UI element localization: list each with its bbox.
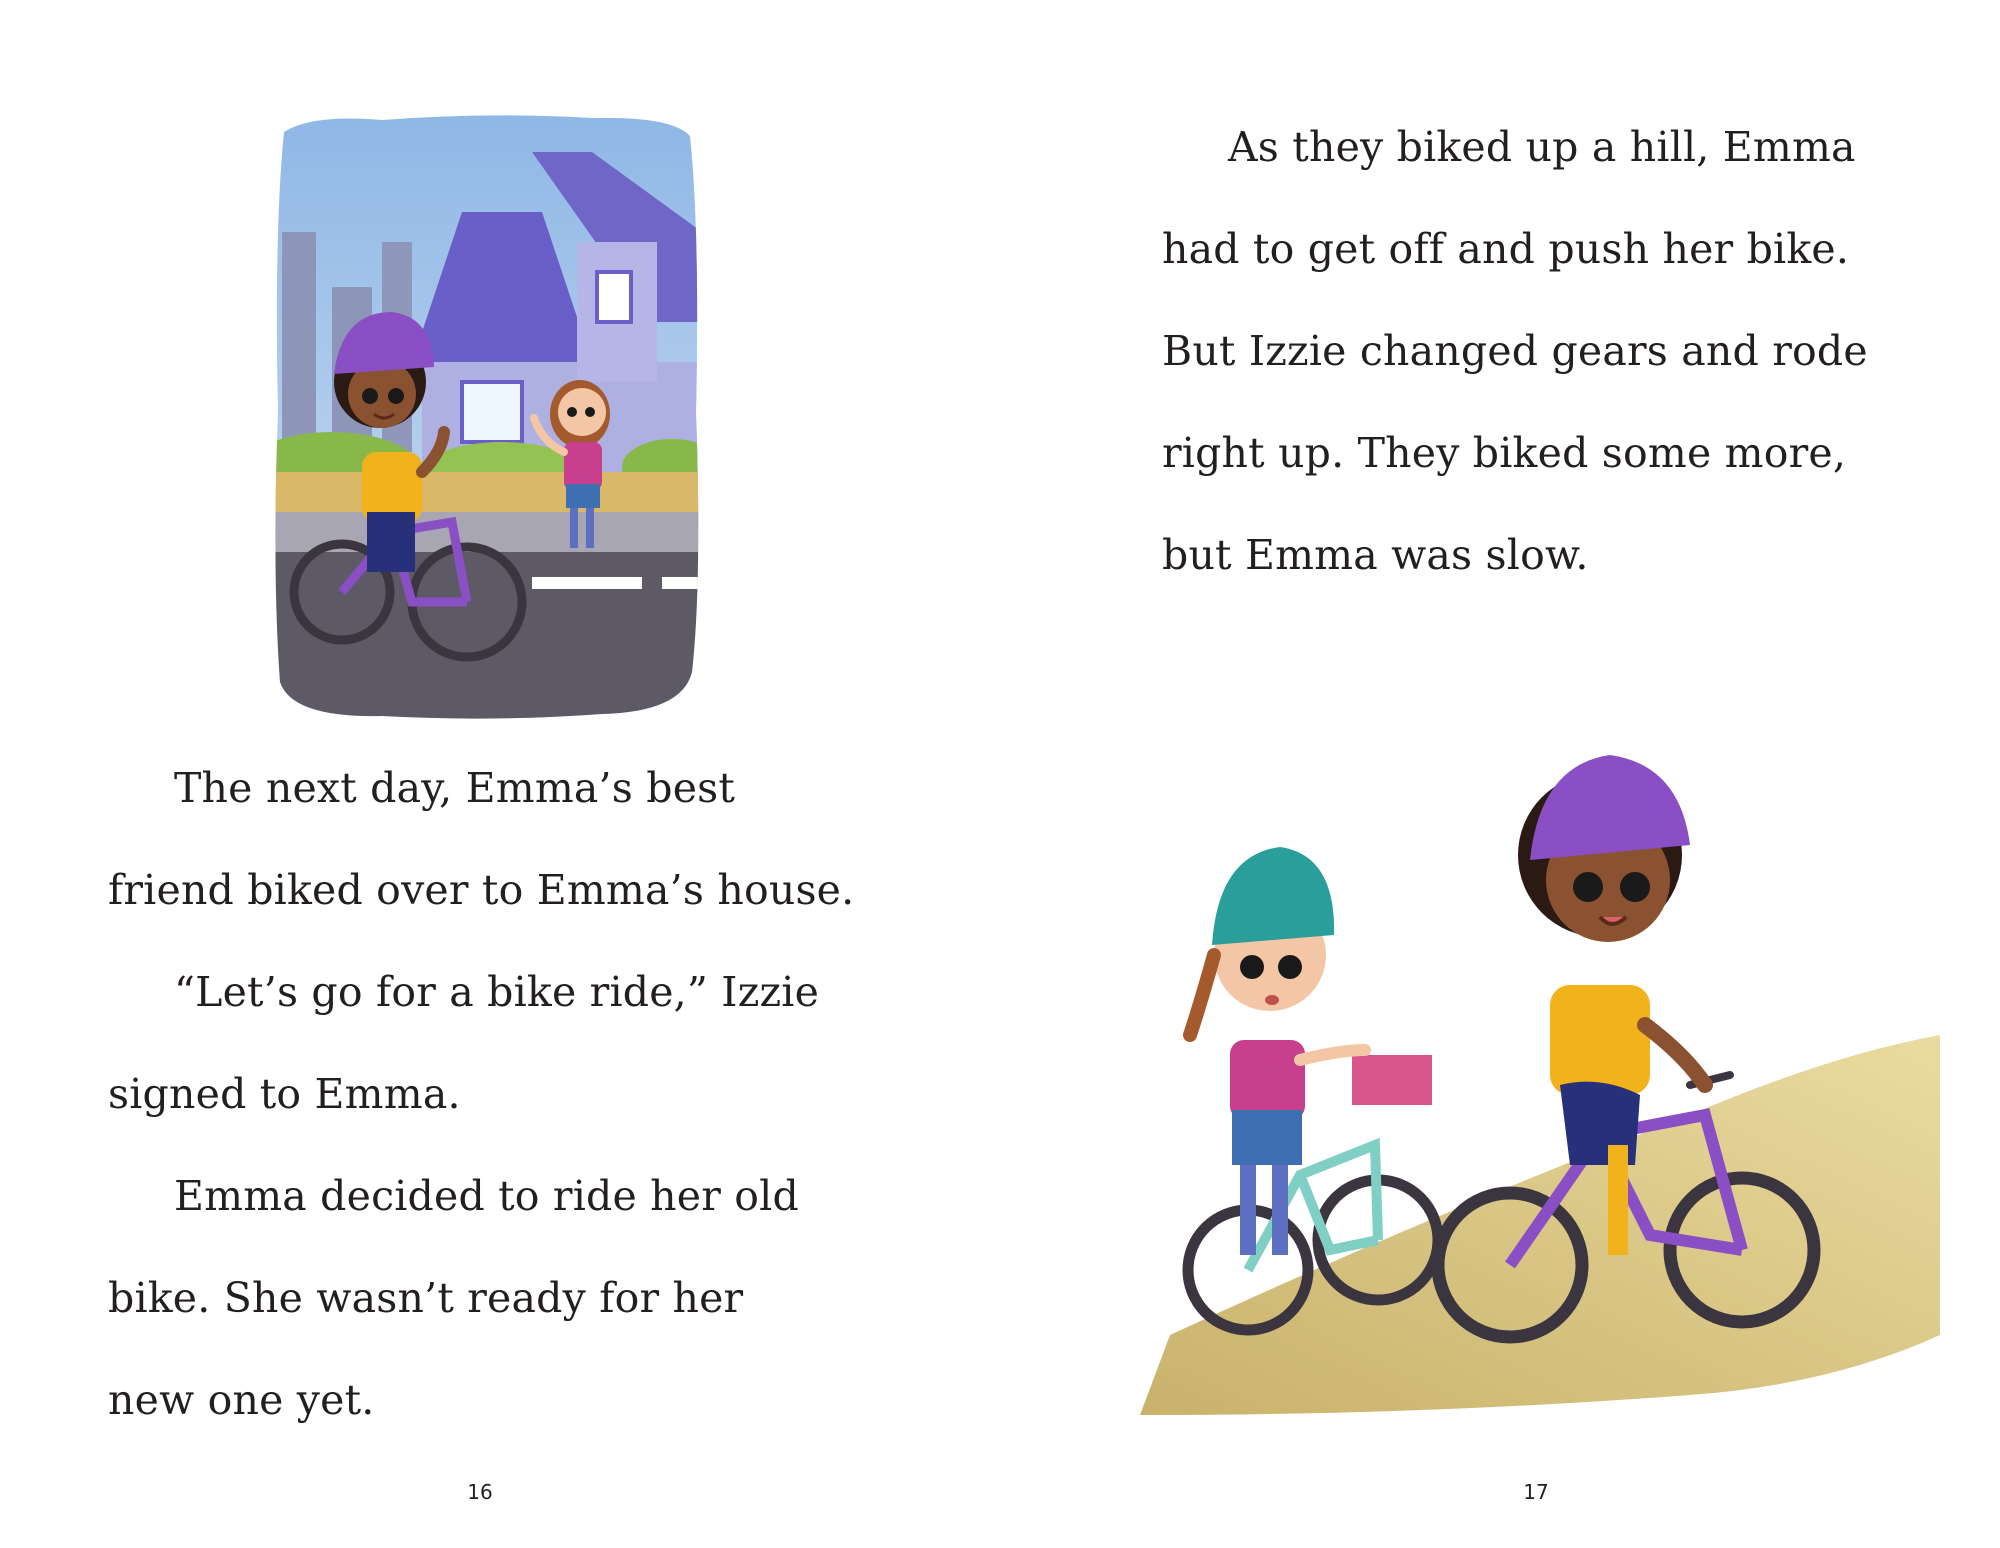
page-number: 16 [467, 1480, 493, 1504]
text-line: But Izzie changed gears and rode [1162, 327, 1868, 375]
page-number: 17 [1523, 1480, 1549, 1504]
right-page [1000, 0, 2000, 1548]
left-page-text [108, 737, 928, 1451]
text-line: “Let’s go for a bike ride,” Izzie [174, 968, 820, 1016]
text-line: signed to Emma. [108, 1070, 461, 1118]
text-line: The next day, Emma’s best [174, 764, 736, 812]
text-line: new one yet. [108, 1376, 375, 1424]
text-line: had to get off and push her bike. [1162, 225, 1850, 273]
text-line: As they biked up a hill, Emma [1228, 123, 1856, 171]
text-line: friend biked over to Emma’s house. [108, 866, 855, 914]
text-line: Emma decided to ride her old [174, 1172, 799, 1220]
text-line: but Emma was slow. [1162, 531, 1589, 579]
text-line: bike. She wasn’t ready for her [108, 1274, 744, 1322]
text-line: right up. They biked some more, [1162, 429, 1847, 477]
right-page-text [1162, 96, 1962, 606]
illustration-girls-biking-uphill [1130, 695, 1950, 1435]
illustration-emma-waving-with-bike [272, 112, 702, 722]
